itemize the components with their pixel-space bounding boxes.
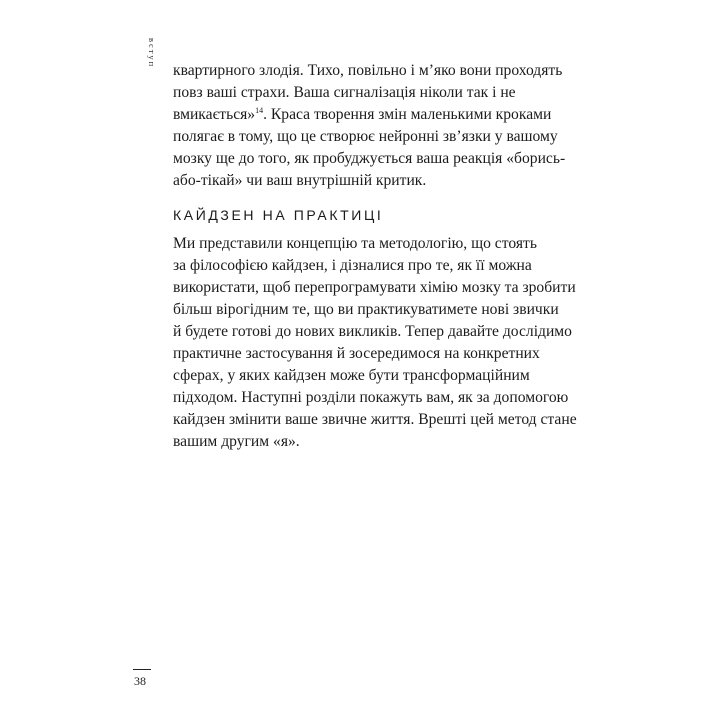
page-number-rule xyxy=(133,669,151,670)
text-line: полягає в тому, що це створює нейронні зв’язки у вашому xyxy=(173,128,558,145)
paragraph-kaizen-in-practice xyxy=(173,233,583,453)
section-heading: КАЙДЗЕН НА ПРАКТИЦІ xyxy=(173,207,384,223)
page-number: 38 xyxy=(134,674,146,688)
text-line: кайдзен змінити ваше звичне життя. Врешті цей метод стане xyxy=(173,411,577,428)
text-line: підходом. Наступні розділи покажуть вам, як за допомогою xyxy=(173,389,569,406)
text-line: сферах, у яких кайдзен може бути трансформаційним xyxy=(173,367,530,384)
text-line: Ми представили концепцію та методологію, що стоять xyxy=(173,235,537,252)
footnote-marker[interactable]: 14 xyxy=(255,105,264,115)
text-line: використати, щоб перепрограмувати хімію мозку та зробити xyxy=(173,279,576,296)
text-line: мозку ще до того, як пробуджується ваша реакція «борись- xyxy=(173,150,566,167)
text-line: повз ваші страхи. Ваша сигналізація ніколи так і не xyxy=(173,84,516,101)
running-head: вступ xyxy=(147,38,157,69)
paragraph-continuation xyxy=(173,60,583,192)
text-line xyxy=(173,104,583,126)
text-line: більш вірогідним те, що ви практикуватимете нові звички xyxy=(173,301,559,318)
text-line: практичне застосування й зосередимося на конкретних xyxy=(173,345,540,362)
text-line: квартирного злодія. Тихо, повільно і м’яко вони проходять xyxy=(173,62,563,79)
text-fragment: вмикається» xyxy=(173,106,256,123)
text-line: вашим другим «я». xyxy=(173,433,300,450)
text-line: за філософією кайдзен, і дізналися про те, як її можна xyxy=(173,257,532,274)
text-line: й будете готові до нових викликів. Тепер давайте дослідимо xyxy=(173,323,572,340)
text-fragment: . Краса творення змін маленькими кроками xyxy=(263,106,552,123)
text-line: або-тікай» чи ваш внутрішній критик. xyxy=(173,172,427,189)
